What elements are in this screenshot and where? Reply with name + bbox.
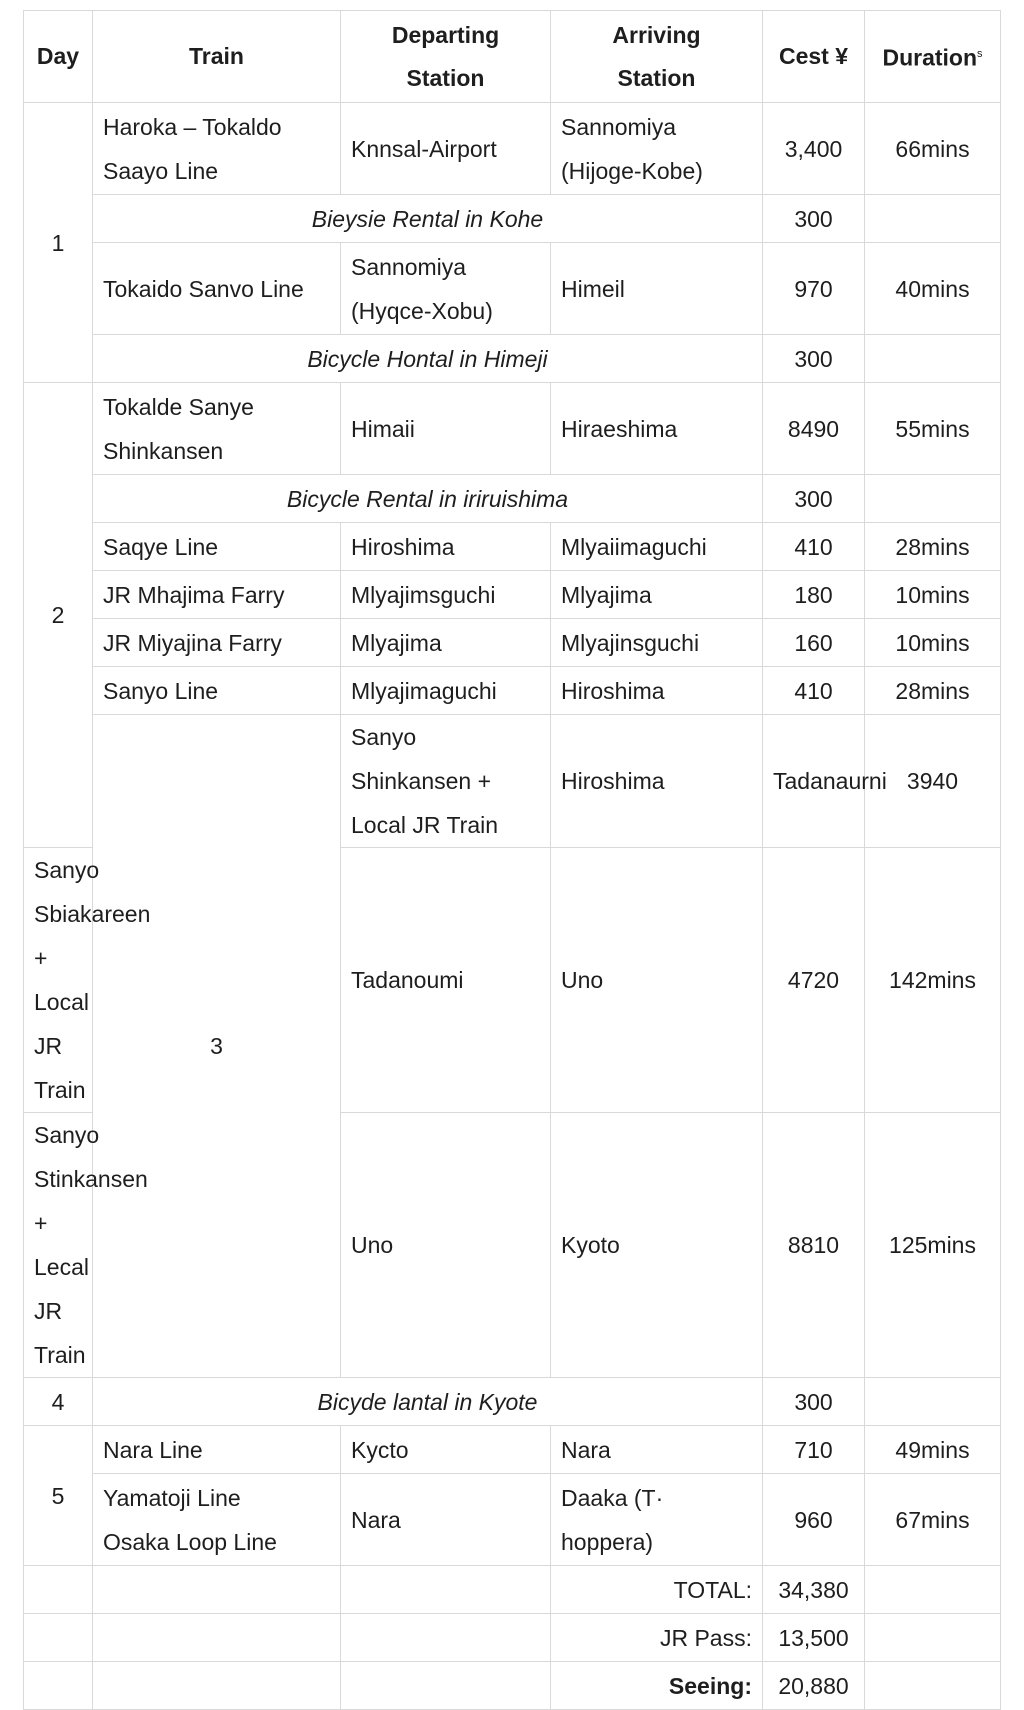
day-cell: 5 [24, 1426, 93, 1566]
train-cell: Sanyo Sbiakareen + Local JR Train [24, 848, 93, 1113]
header-train: Train [93, 11, 341, 103]
bicycle-row [24, 1378, 1001, 1426]
cost-cell: 3,400 [763, 103, 865, 195]
table-row [24, 571, 1001, 619]
empty-cell [865, 1662, 1001, 1710]
empty-cell [865, 1614, 1001, 1662]
bicycle-rental-label: Bicycle Rental in iriruishima [93, 475, 763, 523]
arriving-cell: Hiraeshima [551, 383, 763, 475]
bicycle-row [24, 335, 1001, 383]
duration-cell [865, 195, 1001, 243]
table-row [24, 523, 1001, 571]
jr-pass-row [24, 1614, 1001, 1662]
empty-cell [24, 1662, 93, 1710]
total-label: TOTAL: [551, 1566, 763, 1614]
cost-cell: 8490 [763, 383, 865, 475]
cost-cell: 160 [763, 619, 865, 667]
duration-cell: 67mins [865, 1474, 1001, 1566]
arriving-cell: Daaka (T· hoppera) [551, 1474, 763, 1566]
day-cell: 4 [24, 1378, 93, 1426]
cost-cell: 300 [763, 475, 865, 523]
savings-value: 20,880 [763, 1662, 865, 1710]
cost-cell: 970 [763, 243, 865, 335]
table-row [24, 1474, 1001, 1566]
savings-row [24, 1662, 1001, 1710]
table-row [24, 1426, 1001, 1474]
day-cell: 2 [24, 383, 93, 848]
empty-cell [341, 1614, 551, 1662]
departing-cell: Mlyajima [341, 619, 551, 667]
empty-cell [93, 1662, 341, 1710]
duration-cell: 10mins [865, 619, 1001, 667]
train-cell: Nara Line [93, 1426, 341, 1474]
arriving-cell: Kyoto [551, 1113, 763, 1378]
table-row [24, 383, 1001, 475]
train-cell: JR Miyajina Farry [93, 619, 341, 667]
cost-cell: 710 [763, 1426, 865, 1474]
departing-cell: Mlyajimaguchi [341, 667, 551, 715]
jr-pass-label: JR Pass: [551, 1614, 763, 1662]
duration-cell [865, 1378, 1001, 1426]
train-cell: Tokaido Sanvo Line [93, 243, 341, 335]
bicycle-rental-label: Bicycle Hontal in Himeji [93, 335, 763, 383]
departing-cell: Sannomiya (Hyqce-Xobu) [341, 243, 551, 335]
departing-cell: Hiroshima [551, 715, 763, 848]
arriving-cell: Mlyaiimaguchi [551, 523, 763, 571]
empty-cell [341, 1662, 551, 1710]
duration-cell [865, 475, 1001, 523]
bicycle-row [24, 195, 1001, 243]
duration-cell: 125mins [865, 1113, 1001, 1378]
arriving-cell: Nara [551, 1426, 763, 1474]
duration-cell: 40mins [865, 243, 1001, 335]
total-value: 34,380 [763, 1566, 865, 1614]
header-arriving: Arriving Station [551, 11, 763, 103]
table-row [24, 715, 1001, 848]
empty-cell [93, 1566, 341, 1614]
cost-cell: 960 [763, 1474, 865, 1566]
header-duration: Duration$^s$ [865, 11, 1001, 103]
cost-cell: 300 [763, 195, 865, 243]
departing-cell: Himaii [341, 383, 551, 475]
train-cell: Tokalde Sanye Shinkansen [93, 383, 341, 475]
cost-cell: 300 [763, 335, 865, 383]
train-cell: JR Mhajima Farry [93, 571, 341, 619]
arriving-cell: Tadanaurni [763, 715, 865, 848]
table-row [24, 667, 1001, 715]
cost-cell: 8810 [763, 1113, 865, 1378]
duration-cell: 28mins [865, 667, 1001, 715]
header-departing: Departing Station [341, 11, 551, 103]
duration-cell: 10mins [865, 571, 1001, 619]
train-cell: Yamatoji Line Osaka Loop Line [93, 1474, 341, 1566]
day-cell: 1 [24, 103, 93, 383]
itinerary-table [23, 10, 1001, 1710]
jr-pass-value: 13,500 [763, 1614, 865, 1662]
bicycle-row [24, 475, 1001, 523]
duration-cell [865, 335, 1001, 383]
cost-cell: 180 [763, 571, 865, 619]
departing-cell: Knnsal-Airport [341, 103, 551, 195]
arriving-cell: Mlyajima [551, 571, 763, 619]
departing-cell: Kycto [341, 1426, 551, 1474]
empty-cell [24, 1614, 93, 1662]
cost-cell: 300 [763, 1378, 865, 1426]
header-row [24, 11, 1001, 103]
bicycle-rental-label: Bicyde lantal in Kyote [93, 1378, 763, 1426]
empty-cell [24, 1566, 93, 1614]
cost-cell: 410 [763, 667, 865, 715]
arriving-cell: Uno [551, 848, 763, 1113]
departing-cell: Uno [341, 1113, 551, 1378]
arriving-cell: Hiroshima [551, 667, 763, 715]
day-cell: 3 [93, 715, 341, 1378]
departing-cell: Tadanoumi [341, 848, 551, 1113]
train-cell: Saqye Line [93, 523, 341, 571]
savings-label: Seeing: [551, 1662, 763, 1710]
header-cost: Cest ¥ [763, 11, 865, 103]
departing-cell: Hiroshima [341, 523, 551, 571]
table-row [24, 619, 1001, 667]
duration-cell: 28mins [865, 523, 1001, 571]
arriving-cell: Sannomiya (Hijoge-Kobe) [551, 103, 763, 195]
duration-cell: 55mins [865, 383, 1001, 475]
empty-cell [341, 1566, 551, 1614]
table-row [24, 243, 1001, 335]
table-row [24, 103, 1001, 195]
duration-cell: 142mins [865, 848, 1001, 1113]
train-cell: Sanyo Line [93, 667, 341, 715]
departing-cell: Mlyajimsguchi [341, 571, 551, 619]
departing-cell: Nara [341, 1474, 551, 1566]
total-row [24, 1566, 1001, 1614]
train-cell: Sanyo Stinkansen + Lecal JR Train [24, 1113, 93, 1378]
train-cell: Sanyo Shinkansen + Local JR Train [341, 715, 551, 848]
cost-cell: 410 [763, 523, 865, 571]
header-day: Day [24, 11, 93, 103]
train-cell: Haroka – Tokaldo Saayo Line [93, 103, 341, 195]
duration-cell: 66mins [865, 103, 1001, 195]
duration-cell: 49mins [865, 1426, 1001, 1474]
arriving-cell: Mlyajinsguchi [551, 619, 763, 667]
empty-cell [93, 1614, 341, 1662]
empty-cell [865, 1566, 1001, 1614]
cost-cell: 4720 [763, 848, 865, 1113]
cost-cell: 3940 [865, 715, 1001, 848]
arriving-cell: Himeil [551, 243, 763, 335]
bicycle-rental-label: Bieysie Rental in Kohe [93, 195, 763, 243]
